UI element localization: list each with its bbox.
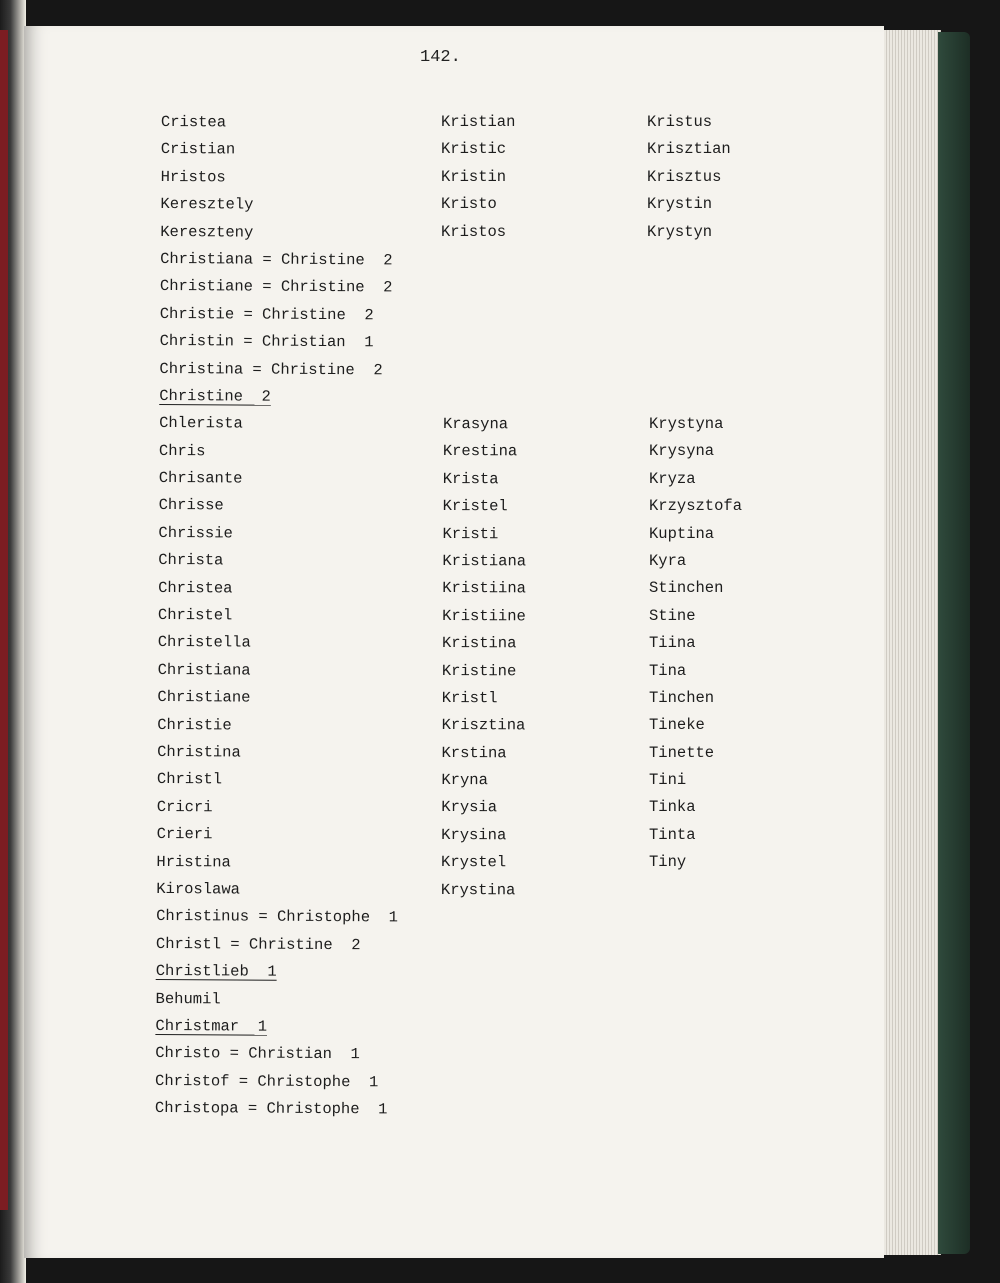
list-item: Kristiina xyxy=(442,579,526,598)
list-item: Krystyna xyxy=(649,415,724,433)
list-item: Krystin xyxy=(647,195,713,214)
list-item: Kristiine xyxy=(442,606,526,626)
list-item: Chris xyxy=(158,441,206,460)
name-column-middle-top xyxy=(441,112,641,249)
list-item: Tiina xyxy=(649,634,696,653)
list-item: Tinchen xyxy=(649,688,715,707)
list-item: Tinka xyxy=(649,798,696,817)
headword-christine xyxy=(159,386,439,415)
list-item: Kiroslawa xyxy=(156,879,241,899)
list-item: Christopa = Christophe 1 xyxy=(154,1099,388,1119)
list-item: Hristina xyxy=(156,852,231,871)
list-item: Christie xyxy=(157,715,232,735)
list-item: Kristin xyxy=(441,167,507,186)
list-item: Cricri xyxy=(156,797,213,817)
list-item: Christiane = Christine 2 xyxy=(159,277,393,297)
list-item: Krestina xyxy=(442,442,518,461)
list-item: Christof = Christophe 1 xyxy=(155,1071,379,1092)
list-item: Christie = Christine 2 xyxy=(159,304,374,325)
list-item: Christina xyxy=(157,742,241,762)
list-item: Tina xyxy=(649,661,687,680)
page-edges xyxy=(880,30,941,1255)
headword-christlieb xyxy=(156,961,436,990)
name-column-middle-bottom xyxy=(441,414,643,908)
list-item: Krystyn xyxy=(647,222,713,241)
list-item: Christiana xyxy=(157,660,251,680)
list-item: Chrisse xyxy=(158,496,224,515)
bookmark-ribbon xyxy=(0,30,8,1210)
list-item: Krasyna xyxy=(442,415,509,434)
list-item: Kereszteny xyxy=(160,222,254,242)
list-item: Krzysztofa xyxy=(649,497,743,516)
list-item: Christel xyxy=(157,606,233,625)
list-item: Christo = Christian 1 xyxy=(155,1044,360,1064)
list-item: Christina = Christine 2 xyxy=(159,359,383,379)
list-item: Christella xyxy=(157,633,251,652)
page-number: 142. xyxy=(420,48,461,67)
name-column-right-bottom xyxy=(649,414,849,880)
list-item: Tinette xyxy=(649,743,715,762)
list-item: Keresztely xyxy=(160,195,254,214)
list-item: Kristus xyxy=(647,113,713,131)
list-item: Kristina xyxy=(441,634,517,653)
list-item: Kuptina xyxy=(649,524,715,543)
list-item: Krysina xyxy=(441,825,507,845)
list-item: Chrissie xyxy=(158,523,233,543)
list-item: Christinus = Christophe 1 xyxy=(156,907,398,927)
list-item: Christl = Christine 2 xyxy=(155,934,361,954)
list-item: Krisztian xyxy=(647,140,731,159)
list-item: Christiana = Christine 2 xyxy=(160,249,393,270)
list-item: Cristian xyxy=(160,140,236,159)
list-item: Krstina xyxy=(441,743,507,762)
list-item: Kristi xyxy=(442,524,499,543)
list-item: Kristiana xyxy=(442,551,527,571)
list-item: Christin = Christian 1 xyxy=(159,332,374,352)
headword-underlined: Christlieb 1 xyxy=(155,962,277,981)
headword-christmar xyxy=(155,1016,435,1045)
book-cover-edge xyxy=(938,32,970,1254)
list-item: Krisztus xyxy=(647,167,722,186)
name-column-left xyxy=(155,112,441,1127)
list-item: Hristos xyxy=(160,167,226,187)
list-item: Tini xyxy=(649,771,687,790)
list-item: Krisztina xyxy=(441,716,526,735)
list-item: Stine xyxy=(649,606,696,625)
list-item: Kyra xyxy=(649,551,687,570)
list-item: Tiny xyxy=(649,853,687,872)
headword-underlined: Christine 2 xyxy=(159,386,271,406)
list-item: Kristian xyxy=(441,113,516,131)
list-item: Christiane xyxy=(157,688,251,707)
list-item: Krysyna xyxy=(649,442,715,461)
list-item: Krystina xyxy=(440,880,516,899)
list-item: Kryza xyxy=(649,469,696,488)
list-item: Kryna xyxy=(441,771,488,790)
list-item: Kristic xyxy=(441,140,507,159)
list-item: Kristine xyxy=(441,661,517,680)
list-item: Tinta xyxy=(649,825,696,844)
list-item: Krista xyxy=(442,469,499,489)
list-item: Tineke xyxy=(649,716,705,735)
list-item: Stinchen xyxy=(649,579,724,598)
list-item: Kristl xyxy=(441,688,498,708)
list-item: Chrisante xyxy=(158,469,243,488)
list-item: Kristo xyxy=(441,195,497,214)
list-item: Krysia xyxy=(441,798,498,817)
list-item: Crieri xyxy=(156,825,213,844)
name-column-right-top xyxy=(647,112,847,249)
list-item: Kristos xyxy=(441,222,507,241)
list-item: Kristel xyxy=(442,497,508,516)
list-item: Chlerista xyxy=(159,414,243,433)
list-item: Behumil xyxy=(155,989,221,1008)
headword-underlined: Christmar 1 xyxy=(155,1016,268,1036)
list-item: Krystel xyxy=(441,853,507,872)
list-item: Christa xyxy=(158,551,224,570)
list-item: Cristea xyxy=(160,112,227,132)
list-item: Christea xyxy=(158,578,233,598)
list-item: Christl xyxy=(156,770,223,789)
